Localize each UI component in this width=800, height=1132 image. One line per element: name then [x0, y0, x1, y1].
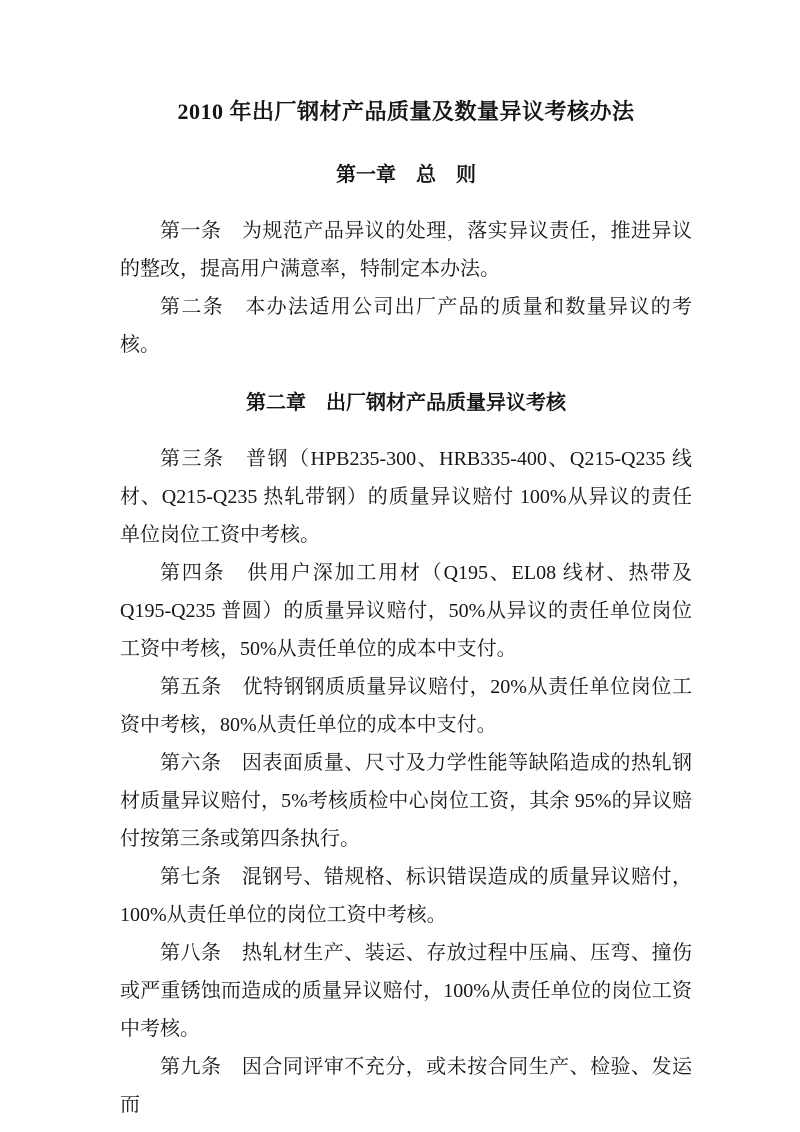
- article-6-paragraph: 第六条 因表面质量、尺寸及力学性能等缺陷造成的热轧钢材质量异议赔付，5%考核质检中心岗位工资，其余 95%的异议赔付按第三条或第四条执行。: [120, 752, 692, 850]
- chapter-1-heading: 第一章 总 则: [336, 164, 476, 186]
- article-7-paragraph: 第七条 混钢号、错规格、标识错误造成的质量异议赔付，100%从责任单位的岗位工资中考核。: [120, 866, 692, 926]
- chapter-2-heading: 第二章 出厂钢材产品质量异议考核: [246, 392, 566, 414]
- article-4-paragraph: 第四条 供用户深加工用材（Q195、EL08 线材、热带及 Q195-Q235 普圆）的质量异议赔付，50%从异议的责任单位岗位工资中考核，50%从责任单位的成本中支付。: [120, 562, 692, 660]
- document-content: [120, 96, 692, 1124]
- article-1-paragraph: 第一条 为规范产品异议的处理，落实异议责任，推进异议的整改，提高用户满意率，特制定本办法。: [120, 220, 692, 280]
- article-5-paragraph: 第五条 优特钢钢质质量异议赔付，20%从责任单位岗位工资中考核，80%从责任单位的成本中支付。: [120, 676, 692, 736]
- article-3-paragraph: 第三条 普钢（HPB235-300、HRB335-400、Q215-Q235 线材、Q215-Q235 热轧带钢）的质量异议赔付 100%从异议的责任单位岗位工资中考核。: [120, 448, 692, 546]
- article-8-paragraph: 第八条 热轧材生产、装运、存放过程中压扁、压弯、撞伤或严重锈蚀而造成的质量异议赔付，100%从责任单位的岗位工资中考核。: [120, 942, 692, 1040]
- article-9-paragraph: 第九条 因合同评审不充分，或未按合同生产、检验、发运而: [120, 1056, 692, 1116]
- document-title: 2010 年出厂钢材产品质量及数量异议考核办法: [177, 99, 635, 124]
- article-2-paragraph: 第二条 本办法适用公司出厂产品的质量和数量异议的考核。: [120, 296, 692, 356]
